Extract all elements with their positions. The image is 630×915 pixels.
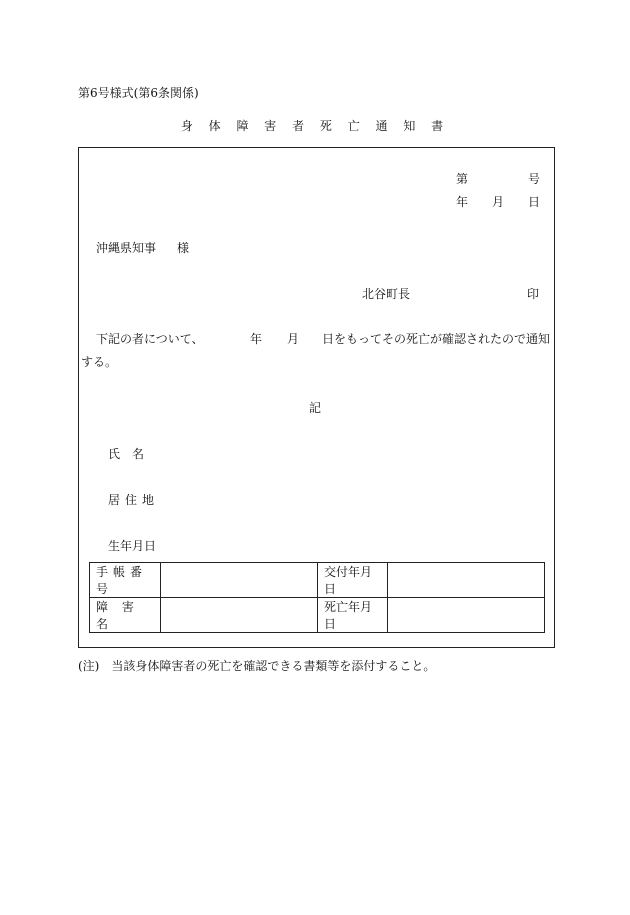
cell-value-death-date[interactable] [388, 598, 545, 633]
info-table [89, 562, 545, 633]
doc-number-suffix: 号 [528, 172, 541, 186]
cell-value-disability-name[interactable] [161, 598, 318, 633]
cell-label-issue-date: 交付年月日 [318, 563, 388, 598]
date-year: 年 [456, 195, 469, 209]
cell-value-booklet-number[interactable] [161, 563, 318, 598]
date-month: 月 [492, 195, 505, 209]
residence-label: 居住地 [108, 493, 160, 507]
footnote: (注) 当該身体障害者の死亡を確認できる書類等を添付すること。 [78, 659, 436, 673]
doc-number-prefix: 第 [456, 172, 469, 186]
name-label: 氏 名 [108, 447, 145, 461]
cell-label-disability-name: 障 害 名 [90, 598, 161, 633]
cell-label-booklet-number: 手帳番号 [90, 563, 161, 598]
body-month: 月 [287, 332, 300, 346]
addressee-honorific: 様 [177, 241, 190, 255]
birthdate-label: 生年月日 [108, 539, 157, 553]
document-title: 身 体 障 害 者 死 亡 通 知 書 [180, 119, 450, 133]
seal-mark: 印 [527, 287, 540, 301]
cell-label-death-date: 死亡年月日 [318, 598, 388, 633]
table-row [90, 598, 545, 633]
addressee-name: 沖縄県知事 [96, 241, 157, 255]
body-line2: する。 [81, 355, 118, 369]
date-day: 日 [528, 195, 541, 209]
ki-heading: 記 [308, 401, 321, 415]
body-year: 年 [250, 332, 263, 346]
cell-value-issue-date[interactable] [388, 563, 545, 598]
form-number: 第6号様式(第6条関係) [78, 86, 199, 100]
body-line1-start: 下記の者について、 [96, 332, 204, 346]
table-row [90, 563, 545, 598]
body-line1-end: 日をもってその死亡が確認されたので通知 [322, 332, 551, 346]
sender-title: 北谷町長 [362, 287, 411, 301]
